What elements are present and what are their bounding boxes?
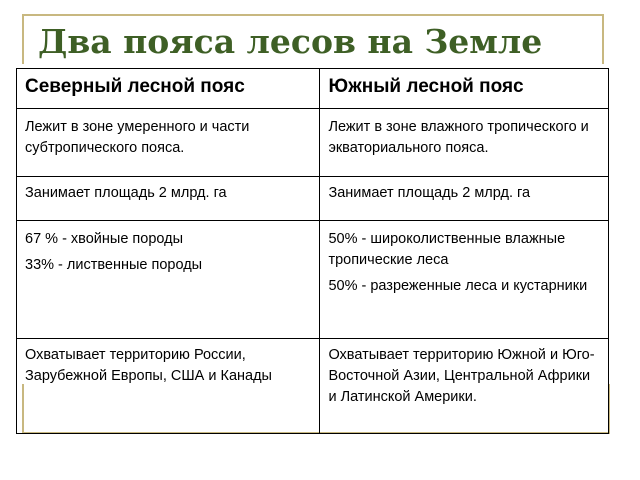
cell-text: Лежит в зоне влажного тропического и экваториального пояса. — [328, 119, 589, 156]
cell-text: 33% - лиственные породы — [25, 257, 203, 273]
slide-title: Два пояса лесов на Земле — [38, 22, 543, 61]
cell-text: 50% - разреженные леса и кустарники — [328, 278, 588, 294]
table-row-area — [17, 177, 609, 221]
decorative-frame-line — [22, 14, 604, 16]
table-row-location — [17, 109, 609, 177]
decorative-frame-line — [602, 14, 604, 64]
cell-text: 50% - широколиственные влажные тропические леса — [328, 231, 566, 268]
cell-southern-composition — [320, 221, 609, 339]
cell-northern-composition — [17, 221, 320, 339]
cell-northern-area — [17, 177, 320, 221]
cell-text: Охватывает территорию России, Зарубежной Европы, США и Канады — [25, 347, 272, 384]
forest-belts-table — [16, 68, 609, 434]
cell-northern-location — [17, 109, 320, 177]
cell-text: Лежит в зоне умеренного и части субтропического пояса. — [25, 119, 250, 156]
cell-northern-territory — [17, 339, 320, 434]
table-row-composition — [17, 221, 609, 339]
cell-southern-territory — [320, 339, 609, 434]
table-row-territory — [17, 339, 609, 434]
decorative-frame-line — [22, 14, 24, 64]
cell-text: Занимает площадь 2 млрд. га — [328, 185, 531, 201]
header-northern-belt: Северный лесной пояс — [17, 69, 320, 109]
cell-southern-location — [320, 109, 609, 177]
header-southern-belt: Южный лесной пояс — [320, 69, 609, 109]
table-header-row — [17, 69, 609, 109]
cell-text: Охватывает территорию Южной и Юго-Восточной Азии, Центральной Африки и Латинской Америки. — [328, 347, 595, 405]
cell-text: 67 % - хвойные породы — [25, 231, 184, 247]
cell-southern-area — [320, 177, 609, 221]
cell-text: Занимает площадь 2 млрд. га — [25, 185, 227, 201]
